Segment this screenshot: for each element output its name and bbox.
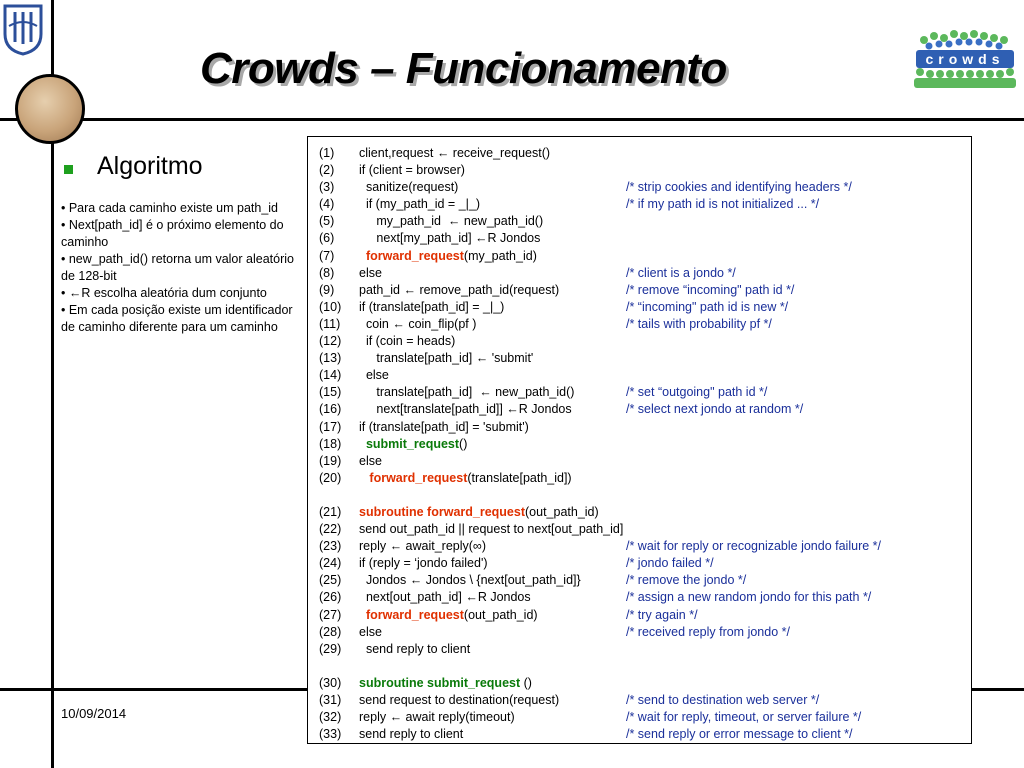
- code-comment: /* send to destination web server */: [626, 693, 820, 707]
- bullet-square-icon: [64, 165, 73, 174]
- code-line: [319, 572, 747, 589]
- code-line-text: send reply to client: [359, 641, 471, 656]
- code-line-args: (translate[path_id]): [467, 470, 572, 485]
- code-line: [319, 213, 623, 230]
- code-line-text: else: [359, 368, 389, 383]
- code-keyword: submit_request: [365, 436, 460, 451]
- code-comment: /* strip cookies and identifying headers */: [626, 180, 852, 195]
- code-line-text: path_id ← remove_path_id(request): [359, 282, 560, 297]
- code-line-number: (7): [319, 248, 335, 263]
- code-line-text: translate[path_id] ← 'submit': [359, 351, 534, 366]
- code-line-number: (3): [319, 180, 335, 195]
- code-line-number: (23): [319, 539, 342, 554]
- code-line-number: (32): [319, 710, 342, 725]
- code-line: [319, 453, 623, 470]
- code-line-number: (16): [319, 402, 342, 417]
- code-line: [319, 624, 790, 641]
- code-line: [319, 589, 872, 606]
- code-line-number: (31): [319, 693, 342, 707]
- code-line: [319, 248, 623, 265]
- code-line-number: (15): [319, 385, 342, 400]
- algorithm-code-box: [307, 136, 972, 744]
- code-comment: /* set “outgoing" path id */: [626, 385, 768, 400]
- code-line-args: (): [520, 675, 532, 690]
- code-line: [319, 487, 623, 504]
- bullet-heading: [64, 152, 203, 181]
- code-line: [319, 709, 862, 726]
- code-line-text: if (translate[path_id] = 'submit'): [359, 419, 529, 434]
- code-listing: [319, 145, 881, 743]
- code-line-number: (22): [319, 522, 342, 537]
- code-line: [319, 384, 768, 401]
- code-line-number: (1): [319, 146, 335, 160]
- code-comment: /* wait for reply, timeout, or server failure */: [626, 710, 862, 725]
- code-line-number: (9): [319, 282, 335, 297]
- code-line-text: translate[path_id] ← new_path_id(): [359, 385, 575, 400]
- code-line-number: (19): [319, 453, 342, 468]
- code-line-text: [359, 471, 369, 485]
- code-comment: /* jondo failed */: [626, 556, 714, 571]
- code-comment: /* client is a jondo */: [626, 265, 736, 280]
- code-line-text: [359, 437, 366, 451]
- code-line-number: (21): [319, 504, 342, 519]
- code-line-text: coin ← coin_flip(pf ): [359, 316, 477, 331]
- code-line-number: (25): [319, 573, 342, 588]
- code-comment: /* send reply or error message to client */: [626, 727, 853, 742]
- code-line-number: (18): [319, 436, 342, 451]
- code-comment: /* assign a new random jondo for this path */: [626, 590, 872, 605]
- code-line-number: (5): [319, 214, 335, 229]
- code-line-text: client,request ← receive_request(): [359, 146, 551, 160]
- code-keyword: forward_request: [369, 470, 468, 485]
- code-comment: /* wait for reply or recognizable jondo failure */: [626, 539, 881, 554]
- code-line-text: [359, 608, 366, 622]
- code-line-text: if (client = browser): [359, 163, 465, 178]
- code-line: [319, 470, 623, 487]
- code-line: [319, 641, 623, 658]
- code-line-text: else: [359, 265, 382, 280]
- code-line-number: (29): [319, 641, 342, 656]
- code-line-text: send out_path_id || request to next[out_path_id]: [359, 522, 624, 537]
- code-line-text: reply ← await reply(timeout): [359, 710, 515, 725]
- code-line: [319, 282, 795, 299]
- slide-date: 10/09/2014: [61, 706, 127, 721]
- code-line-number: (13): [319, 351, 342, 366]
- crowds-logo: [910, 24, 1020, 90]
- code-line: [319, 436, 623, 453]
- code-line-text: send reply to client: [359, 727, 464, 742]
- code-line-number: (17): [319, 419, 342, 434]
- code-line-args: (): [459, 436, 468, 451]
- code-comment: /* “incoming" path id is new */: [626, 299, 789, 314]
- code-comment: /* remove the jondo */: [626, 573, 747, 588]
- code-line: [319, 607, 698, 624]
- code-line-text: next[translate[path_id]] ←R Jondos: [359, 402, 572, 417]
- code-line: [319, 538, 881, 555]
- code-line: [319, 726, 853, 743]
- code-comment: /* select next jondo at random */: [626, 402, 804, 417]
- code-line-number: (12): [319, 334, 342, 349]
- code-keyword: forward_request: [365, 248, 464, 263]
- code-line-text: reply ← await_reply(∞): [359, 539, 487, 554]
- code-line: [319, 658, 623, 675]
- code-line-args: (out_path_id): [463, 607, 538, 622]
- code-line: [319, 692, 820, 709]
- code-keyword: forward_request: [365, 607, 464, 622]
- code-line-text: send request to destination(request): [359, 693, 560, 707]
- code-line-number: (26): [319, 590, 342, 605]
- code-keyword: subroutine forward_request: [359, 504, 525, 519]
- description-item: • Para cada caminho existe um path_id: [61, 201, 278, 215]
- code-line-number: (4): [319, 197, 335, 212]
- code-line-number: (8): [319, 265, 335, 280]
- university-logo: [3, 4, 43, 56]
- code-line: [319, 316, 772, 333]
- code-line: [319, 367, 623, 384]
- code-line: [319, 401, 804, 418]
- code-line-text: else: [359, 453, 382, 468]
- frame-top-line: [0, 118, 1024, 121]
- code-line: [319, 299, 789, 316]
- code-line-text: Jondos ← Jondos \ {next[out_path_id]}: [359, 573, 581, 588]
- code-line: [319, 675, 623, 692]
- code-line-text: my_path_id ← new_path_id(): [359, 214, 544, 229]
- code-line: [319, 196, 820, 213]
- code-line-number: (28): [319, 624, 342, 639]
- code-line: [319, 333, 623, 350]
- code-line-text: if (coin = heads): [359, 334, 456, 349]
- decorative-circle: [15, 74, 85, 144]
- code-line: [319, 350, 623, 367]
- code-line-number: (27): [319, 607, 342, 622]
- code-line: [319, 504, 623, 521]
- code-comment: /* if my path id is not initialized ... */: [626, 197, 820, 212]
- code-comment: /* received reply from jondo */: [626, 624, 790, 639]
- code-line: [319, 555, 714, 572]
- code-line-number: (33): [319, 727, 342, 742]
- code-line-number: (10): [319, 299, 342, 314]
- code-keyword: subroutine submit_request: [359, 675, 521, 690]
- description-item: • ←R escolha aleatória dum conjunto: [61, 286, 267, 300]
- description-list: [61, 200, 301, 336]
- code-line-args: (out_path_id): [525, 504, 599, 519]
- code-comment: /* try again */: [626, 607, 698, 622]
- code-line-number: (24): [319, 556, 342, 571]
- code-line: [319, 265, 736, 282]
- code-line-number: (11): [319, 316, 341, 331]
- code-line-number: (14): [319, 368, 342, 383]
- code-line-args: (my_path_id): [463, 248, 537, 263]
- code-line-text: else: [359, 624, 382, 639]
- code-line: [319, 230, 623, 247]
- code-line-number: (6): [319, 231, 335, 246]
- code-line-text: [359, 249, 366, 263]
- code-line-text: if (reply = ‘jondo failed'): [359, 556, 488, 571]
- bullet-heading-text: Algoritmo: [97, 152, 203, 180]
- code-line-number: (30): [319, 675, 342, 690]
- code-line-text: sanitize(request): [359, 180, 459, 195]
- code-line-text: next[out_path_id] ←R Jondos: [359, 590, 531, 605]
- code-comment: /* tails with probability pf */: [626, 316, 772, 331]
- code-line: [319, 521, 623, 538]
- crowds-logo-text: crowds: [925, 51, 1005, 67]
- code-line: [319, 179, 852, 196]
- description-item: • new_path_id() retorna um valor aleatório de 128-bit: [61, 252, 294, 283]
- description-item: • Next[path_id] é o próximo elemento do caminho: [61, 218, 284, 249]
- code-line-text: if (my_path_id = _|_): [359, 197, 481, 212]
- code-line-number: (20): [319, 470, 342, 485]
- description-item: • Em cada posição existe um identificador de caminho diferente para um caminho: [61, 303, 293, 334]
- slide-title: Crowds – Funcionamento: [200, 44, 727, 93]
- code-line: [319, 145, 623, 162]
- code-line-number: (2): [319, 163, 335, 178]
- code-line: [319, 419, 623, 436]
- code-line-text: next[my_path_id] ←R Jondos: [359, 231, 541, 246]
- code-line: [319, 162, 623, 179]
- code-line-text: if (translate[path_id] = _|_): [359, 299, 505, 314]
- code-comment: /* remove “incoming" path id */: [626, 282, 795, 297]
